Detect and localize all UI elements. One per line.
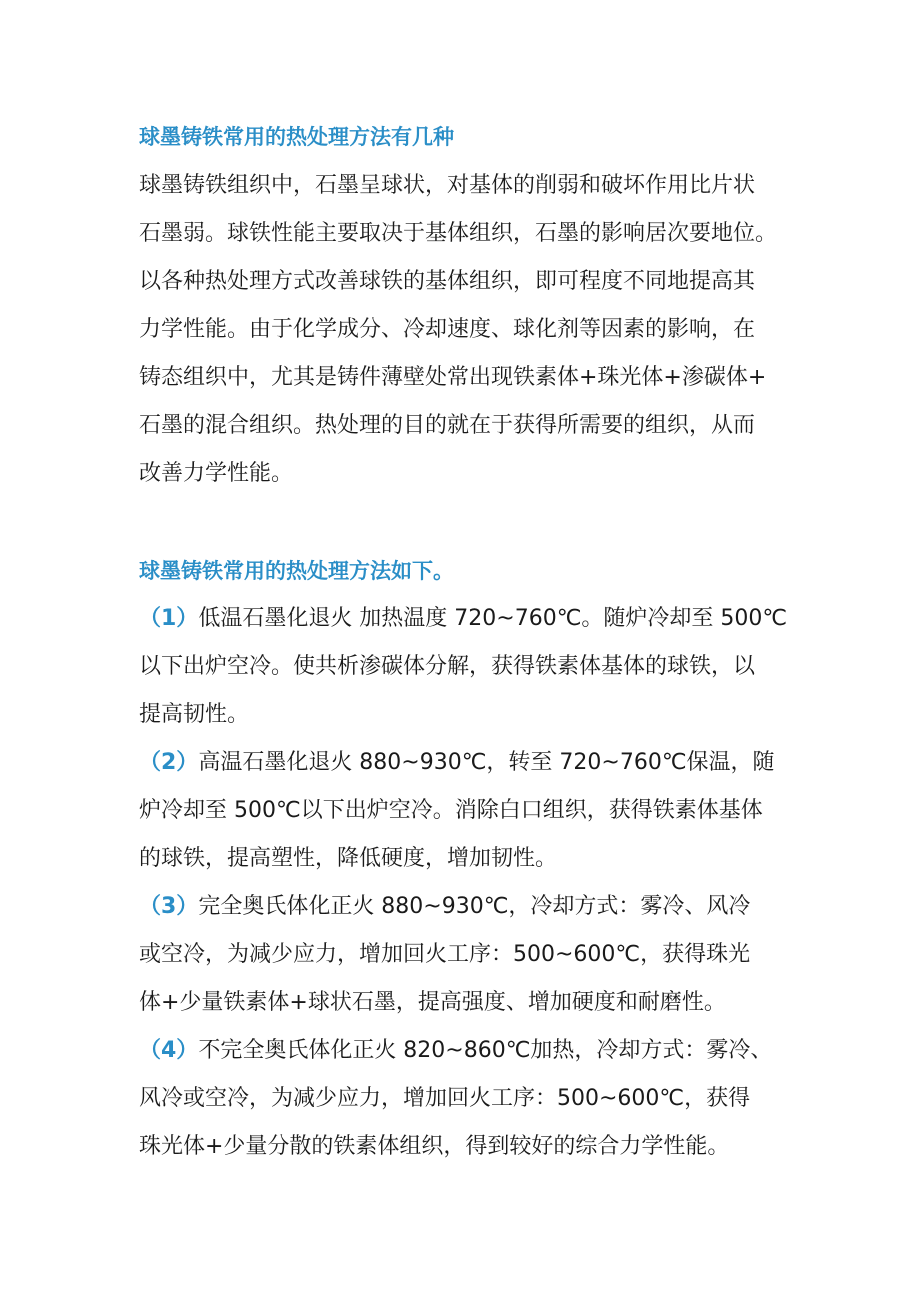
item-line: 体+少量铁素体+球状石墨，提高强度、增加硬度和耐磨性。 bbox=[139, 990, 726, 1015]
item-line: 炉冷却至 500℃以下出炉空冷。消除白口组织，获得铁素体基体 bbox=[139, 798, 763, 823]
item-number: （3） bbox=[139, 894, 199, 919]
section1-line: 力学性能。由于化学成分、冷却速度、球化剂等因素的影响，在 bbox=[139, 317, 756, 342]
item-line: 珠光体+少量分散的铁素体组织，得到较好的综合力学性能。 bbox=[139, 1134, 730, 1159]
item-text: 低温石墨化退火 加热温度 720~760℃。随炉冷却至 500℃ bbox=[198, 606, 788, 631]
item-line: 或空冷，为减少应力，增加回火工序：500~600℃，获得珠光 bbox=[139, 942, 751, 967]
item-text: 高温石墨化退火 880~930℃，转至 720~760℃保温，随 bbox=[198, 750, 775, 775]
list-item-2 bbox=[139, 752, 775, 774]
section1-line: 以各种热处理方式改善球铁的基体组织，即可程度不同地提高其 bbox=[139, 269, 756, 294]
section1-line: 石墨弱。球铁性能主要取决于基体组织，石墨的影响居次要地位。 bbox=[139, 221, 778, 246]
item-line: 提高韧性。 bbox=[139, 702, 250, 727]
item-line: 的球铁，提高塑性，降低硬度，增加韧性。 bbox=[139, 846, 558, 871]
section1-line: 铸态组织中，尤其是铸件薄壁处常出现铁素体+珠光体+渗碳体+ bbox=[139, 365, 767, 390]
item-number: （4） bbox=[139, 1038, 199, 1063]
item-number: （2） bbox=[139, 750, 199, 775]
item-text: 不完全奥氏体化正火 820~860℃加热，冷却方式：雾冷、 bbox=[198, 1038, 773, 1063]
item-number: （1） bbox=[139, 606, 199, 631]
section1-line: 石墨的混合组织。热处理的目的就在于获得所需要的组织，从而 bbox=[139, 413, 756, 438]
item-text: 完全奥氏体化正火 880~930℃，冷却方式：雾冷、风冷 bbox=[198, 894, 751, 919]
item-line: 风冷或空冷，为减少应力，增加回火工序：500~600℃，获得 bbox=[139, 1086, 751, 1111]
section1-line: 改善力学性能。 bbox=[139, 461, 294, 486]
section2-heading: 球墨铸铁常用的热处理方法如下。 bbox=[139, 559, 454, 583]
list-item-4 bbox=[139, 1040, 772, 1062]
list-item-1 bbox=[139, 608, 787, 630]
section1-line: 球墨铸铁组织中，石墨呈球状，对基体的削弱和破坏作用比片状 bbox=[139, 173, 756, 198]
item-line: 以下出炉空冷。使共析渗碳体分解，获得铁素体基体的球铁，以 bbox=[139, 654, 756, 679]
section1-heading: 球墨铸铁常用的热处理方法有几种 bbox=[139, 125, 454, 149]
list-item-3 bbox=[139, 896, 750, 918]
